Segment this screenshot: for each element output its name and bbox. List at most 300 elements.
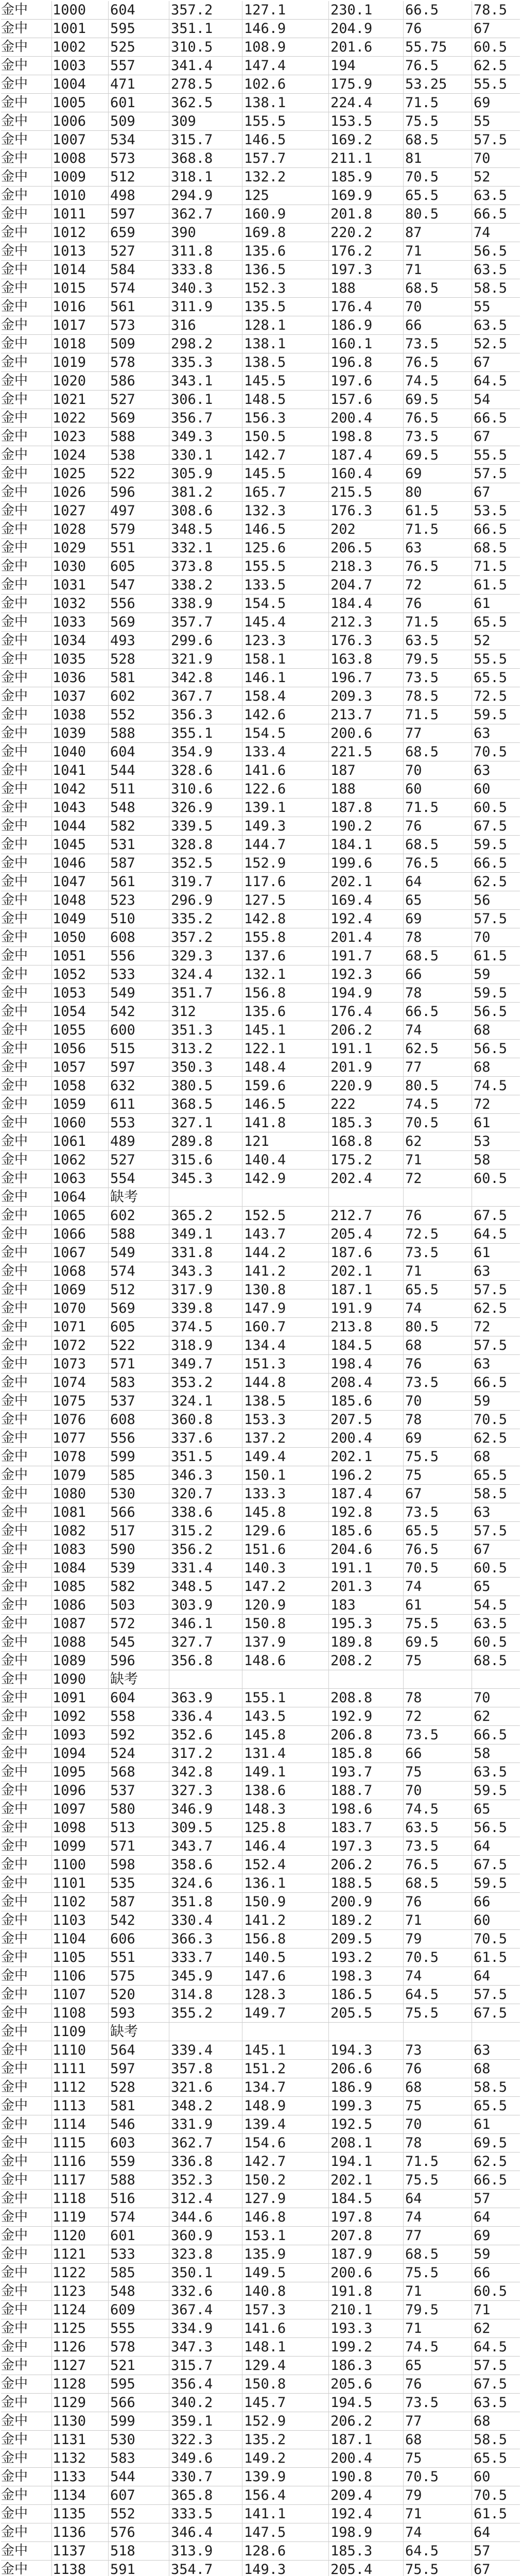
cell-c1: 557 xyxy=(110,58,135,74)
cell-c1: 556 xyxy=(110,948,135,964)
cell-c5: 76 xyxy=(405,2061,422,2077)
cell-c1: 551 xyxy=(110,540,135,556)
cell-c5: 68 xyxy=(405,2079,422,2095)
cell-c1: 576 xyxy=(110,2524,135,2540)
table-row xyxy=(1,1596,520,1615)
cell-c4: 184.5 xyxy=(330,2191,373,2207)
cell-c2: 346.1 xyxy=(171,1616,213,1632)
cell-c2: 335.2 xyxy=(171,911,213,927)
cell-c6: 67.5 xyxy=(474,1208,508,1224)
table-row xyxy=(1,2282,520,2301)
cell-c6: 67 xyxy=(474,354,491,370)
cell-school: 金中 xyxy=(1,1319,28,1334)
cell-c5: 65 xyxy=(405,2358,422,2374)
cell-c4: 198.9 xyxy=(330,2524,373,2540)
cell-school: 金中 xyxy=(1,2506,28,2521)
cell-school: 金中 xyxy=(1,2005,28,2021)
cell-c6: 70 xyxy=(474,150,491,166)
cell-school: 金中 xyxy=(1,2562,28,2576)
cell-c5: 70.5 xyxy=(405,1560,439,1576)
cell-c1: 575 xyxy=(110,1968,135,1984)
cell-c2: 310.6 xyxy=(171,781,213,797)
cell-c3: 143.5 xyxy=(244,1708,286,1724)
cell-c2: 321.6 xyxy=(171,2079,213,2095)
cell-c2: 338.2 xyxy=(171,577,213,593)
cell-c4: 187.4 xyxy=(330,1486,373,1502)
cell-c2: 331.4 xyxy=(171,1560,213,1576)
cell-c2: 320.7 xyxy=(171,1486,213,1502)
table-row xyxy=(1,2523,520,2542)
cell-c4: 194.9 xyxy=(330,985,373,1001)
cell-id: 1042 xyxy=(53,781,86,797)
table-row xyxy=(1,168,520,187)
table-row xyxy=(1,928,520,947)
cell-c6: 74.5 xyxy=(474,1078,508,1094)
cell-c5: 64.5 xyxy=(405,1987,439,2003)
cell-c1: 604 xyxy=(110,744,135,760)
cell-c4: 169.4 xyxy=(330,892,373,908)
cell-c3: 152.3 xyxy=(244,280,286,296)
cell-c6: 67 xyxy=(474,1541,491,1557)
cell-school: 金中 xyxy=(1,336,28,351)
table-row xyxy=(1,483,520,502)
cell-id: 1119 xyxy=(53,2209,86,2225)
table-row xyxy=(1,947,520,965)
cell-school: 金中 xyxy=(1,484,28,500)
cell-school: 金中 xyxy=(1,892,28,908)
cell-c1: 547 xyxy=(110,577,135,593)
cell-c2: 339.5 xyxy=(171,818,213,834)
table-row xyxy=(1,817,520,836)
table-row xyxy=(1,1040,520,1058)
cell-c1: 597 xyxy=(110,1059,135,1075)
cell-c5: 68 xyxy=(405,2432,422,2448)
cell-c6: 55.5 xyxy=(474,447,508,463)
cell-c6: 70.5 xyxy=(474,1412,508,1428)
cell-c6: 74 xyxy=(474,225,491,241)
cell-school: 金中 xyxy=(1,76,28,92)
cell-c5: 80.5 xyxy=(405,206,439,222)
cell-school: 金中 xyxy=(1,1133,28,1149)
cell-c5: 69 xyxy=(405,466,422,482)
cell-c4: 204.7 xyxy=(330,577,373,593)
cell-c4: 188.5 xyxy=(330,1875,373,1891)
cell-c6: 59.5 xyxy=(474,1875,508,1891)
cell-c6: 68.5 xyxy=(474,540,508,556)
cell-id: 1009 xyxy=(53,169,86,185)
cell-school: 金中 xyxy=(1,1764,28,1780)
table-row xyxy=(1,1874,520,1893)
cell-id: 1084 xyxy=(53,1560,86,1576)
cell-school: 金中 xyxy=(1,169,28,184)
table-row xyxy=(1,1930,520,1948)
cell-c5: 69.5 xyxy=(405,447,439,463)
cell-id: 1032 xyxy=(53,596,86,612)
cell-c3: 145.7 xyxy=(244,2395,286,2411)
cell-c3: 138.1 xyxy=(244,336,286,352)
cell-school: 金中 xyxy=(1,818,28,834)
cell-c3: 145.8 xyxy=(244,1727,286,1743)
cell-c4: 198.8 xyxy=(330,429,373,445)
cell-id: 1085 xyxy=(53,1579,86,1595)
cell-c1: 574 xyxy=(110,2209,135,2225)
cell-c4: 183 xyxy=(330,1597,356,1613)
cell-id: 1020 xyxy=(53,373,86,389)
cell-c3: 137.6 xyxy=(244,948,286,964)
table-row xyxy=(1,335,520,353)
cell-c1: 521 xyxy=(110,2358,135,2374)
cell-c5: 71 xyxy=(405,262,422,278)
cell-c2: 351.5 xyxy=(171,1449,213,1465)
cell-c3: 144.2 xyxy=(244,1245,286,1261)
cell-c2: 390 xyxy=(171,225,196,241)
cell-school: 金中 xyxy=(1,1226,28,1242)
table-row xyxy=(1,261,520,279)
table-row xyxy=(1,984,520,1003)
cell-c4: 184.1 xyxy=(330,837,373,853)
cell-c6: 65.5 xyxy=(474,1467,508,1483)
cell-c2 xyxy=(171,1670,243,1688)
cell-c1: 585 xyxy=(110,1467,135,1483)
cell-c3: 149.5 xyxy=(244,2265,286,2281)
cell-c4: 197.3 xyxy=(330,1838,373,1854)
cell-c5: 70 xyxy=(405,1393,422,1409)
cell-c5: 71.5 xyxy=(405,707,439,723)
cell-c1: 569 xyxy=(110,1300,135,1316)
cell-c3: 133.5 xyxy=(244,577,286,593)
cell-c2: 354.7 xyxy=(171,2562,213,2576)
cell-c6: 72 xyxy=(474,1096,491,1112)
cell-c3: 144.7 xyxy=(244,837,286,853)
table-row xyxy=(1,1095,520,1114)
cell-school: 金中 xyxy=(1,317,28,333)
cell-c1: 537 xyxy=(110,1393,135,1409)
table-row xyxy=(1,1689,520,1707)
cell-c1: 542 xyxy=(110,1912,135,1928)
table-row xyxy=(1,1318,520,1336)
cell-c4: 188 xyxy=(330,280,356,296)
cell-school: 金中 xyxy=(1,503,28,518)
cell-c1: 523 xyxy=(110,892,135,908)
cell-school: 金中 xyxy=(1,2395,28,2410)
cell-c3: 138.5 xyxy=(244,1393,286,1409)
cell-school: 金中 xyxy=(1,1152,28,1167)
cell-c4: 202.1 xyxy=(330,1263,373,1279)
cell-c3: 150.5 xyxy=(244,429,286,445)
cell-c6: 62 xyxy=(474,2320,491,2336)
cell-c5 xyxy=(405,1188,462,1206)
cell-id: 1055 xyxy=(53,1022,86,1038)
cell-c5: 66.5 xyxy=(405,2,439,18)
table-row xyxy=(1,1986,520,2004)
cell-id: 1007 xyxy=(53,132,86,148)
cell-c5: 74.5 xyxy=(405,1801,439,1817)
cell-school: 金中 xyxy=(1,2209,28,2225)
cell-id: 1129 xyxy=(53,2395,86,2411)
table-row xyxy=(1,1856,520,1874)
cell-c4: 208.2 xyxy=(330,1653,373,1669)
cell-c3: 143.7 xyxy=(244,1226,286,1242)
cell-c4: 220.2 xyxy=(330,225,373,241)
cell-c6: 60 xyxy=(474,781,491,797)
table-row xyxy=(1,2245,520,2264)
cell-c2: 356.8 xyxy=(171,1653,213,1669)
table-row xyxy=(1,2227,520,2245)
cell-c1: 574 xyxy=(110,1263,135,1279)
cell-id: 1138 xyxy=(53,2562,86,2576)
cell-c4: 202.4 xyxy=(330,1171,373,1187)
cell-c2: 311.9 xyxy=(171,299,213,315)
cell-c3: 128.6 xyxy=(244,2543,286,2559)
cell-c2: 350.3 xyxy=(171,1059,213,1075)
cell-id: 1056 xyxy=(53,1041,86,1057)
cell-c5: 76.5 xyxy=(405,558,439,574)
cell-c2: 374.5 xyxy=(171,1319,213,1335)
cell-c5: 73.5 xyxy=(405,336,439,352)
cell-c1: 602 xyxy=(110,688,135,704)
cell-school: 金中 xyxy=(1,373,28,388)
cell-c4: 202 xyxy=(330,521,356,537)
cell-c3: 142.7 xyxy=(244,447,286,463)
cell-id: 1111 xyxy=(53,2061,86,2077)
cell-c1: 缺考 xyxy=(110,1671,138,1687)
cell-c2: 341.4 xyxy=(171,58,213,74)
cell-c1: 608 xyxy=(110,1412,135,1428)
cell-school: 金中 xyxy=(1,262,28,277)
cell-c2: 324.4 xyxy=(171,967,213,982)
table-row xyxy=(1,2412,520,2431)
cell-id: 1078 xyxy=(53,1449,86,1465)
cell-c6: 63.5 xyxy=(474,2395,508,2411)
cell-school: 金中 xyxy=(1,1059,28,1075)
cell-c1: 509 xyxy=(110,113,135,129)
cell-c4: 206.6 xyxy=(330,2061,373,2077)
cell-school: 金中 xyxy=(1,2191,28,2206)
cell-c1: 556 xyxy=(110,596,135,612)
cell-c1: 606 xyxy=(110,1931,135,1947)
cell-c1: 531 xyxy=(110,837,135,853)
cell-c4: 176.3 xyxy=(330,503,373,519)
cell-c1: 600 xyxy=(110,1022,135,1038)
table-row xyxy=(1,613,520,632)
cell-c1: 608 xyxy=(110,929,135,945)
cell-school: 金中 xyxy=(1,188,28,203)
table-row xyxy=(1,1244,520,1262)
cell-c6: 61 xyxy=(474,1245,491,1261)
cell-c1: 509 xyxy=(110,336,135,352)
cell-c2: 330.7 xyxy=(171,2469,213,2485)
cell-c1: 598 xyxy=(110,1857,135,1873)
cell-school: 金中 xyxy=(1,225,28,240)
cell-id: 1040 xyxy=(53,744,86,760)
cell-c4: 191.7 xyxy=(330,948,373,964)
cell-school: 金中 xyxy=(1,948,28,963)
cell-c2: 330.1 xyxy=(171,447,213,463)
cell-id: 1062 xyxy=(53,1152,86,1168)
cell-c2: 347.3 xyxy=(171,2339,213,2355)
column-divider xyxy=(403,1,404,2576)
cell-c3: 133.3 xyxy=(244,1486,286,1502)
cell-c1: 缺考 xyxy=(110,2024,138,2040)
cell-c1: 659 xyxy=(110,225,135,241)
cell-school: 金中 xyxy=(1,707,28,722)
cell-c1: 512 xyxy=(110,1282,135,1298)
cell-c2: 319.7 xyxy=(171,874,213,890)
cell-c3: 148.9 xyxy=(244,2098,286,2114)
cell-c1: 579 xyxy=(110,521,135,537)
table-row xyxy=(1,2505,520,2523)
cell-c6: 55.5 xyxy=(474,651,508,667)
cell-c5: 75 xyxy=(405,2450,422,2466)
cell-school: 金中 xyxy=(1,1671,28,1687)
table-row xyxy=(1,1281,520,1299)
cell-c3: 129.4 xyxy=(244,2358,286,2374)
cell-c2: 321.9 xyxy=(171,651,213,667)
cell-c6: 58 xyxy=(474,1745,491,1761)
cell-c2: 333.8 xyxy=(171,262,213,278)
cell-c3: 152.9 xyxy=(244,855,286,871)
cell-school: 金中 xyxy=(1,837,28,852)
cell-id: 1045 xyxy=(53,837,86,853)
cell-school: 金中 xyxy=(1,911,28,926)
cell-c6: 59.5 xyxy=(474,985,508,1001)
cell-c1: 561 xyxy=(110,874,135,890)
cell-c3: 148.5 xyxy=(244,392,286,408)
cell-c3: 137.9 xyxy=(244,1634,286,1650)
cell-c5: 77 xyxy=(405,725,422,741)
cell-c2: 355.2 xyxy=(171,2005,213,2021)
cell-school: 金中 xyxy=(1,596,28,611)
cell-school: 金中 xyxy=(1,1541,28,1557)
table-row xyxy=(1,891,520,910)
cell-c6: 56.5 xyxy=(474,1820,508,1836)
cell-c6: 63 xyxy=(474,1504,491,1520)
table-row xyxy=(1,2468,520,2486)
cell-c2: 332.1 xyxy=(171,540,213,556)
cell-c6: 52 xyxy=(474,633,491,649)
cell-c6: 67.5 xyxy=(474,2376,508,2392)
cell-c1: 605 xyxy=(110,1319,135,1335)
cell-c4: 210.1 xyxy=(330,2302,373,2318)
cell-c2: 294.9 xyxy=(171,188,213,204)
cell-id: 1105 xyxy=(53,1950,86,1965)
cell-c1: 542 xyxy=(110,1004,135,1020)
cell-school: 金中 xyxy=(1,1115,28,1130)
table-row xyxy=(1,1114,520,1132)
cell-c3: 131.4 xyxy=(244,1745,286,1761)
cell-c6: 59.5 xyxy=(474,707,508,723)
cell-id: 1049 xyxy=(53,911,86,927)
table-row xyxy=(1,2004,520,2023)
cell-id: 1064 xyxy=(53,1189,86,1205)
cell-c1: 566 xyxy=(110,1504,135,1520)
cell-c5: 73.5 xyxy=(405,429,439,445)
cell-id: 1135 xyxy=(53,2506,86,2522)
cell-c1: 546 xyxy=(110,2116,135,2132)
cell-id: 1011 xyxy=(53,206,86,222)
cell-c6: 71.5 xyxy=(474,558,508,574)
cell-c3: 140.8 xyxy=(244,2283,286,2299)
cell-c4: 230.1 xyxy=(330,2,373,18)
cell-school: 金中 xyxy=(1,1579,28,1594)
cell-c4: 201.4 xyxy=(330,929,373,945)
cell-c2: 357.7 xyxy=(171,614,213,630)
cell-c3: 149.7 xyxy=(244,2005,286,2021)
cell-id: 1126 xyxy=(53,2339,86,2355)
cell-c5: 68.5 xyxy=(405,2246,439,2262)
cell-school: 金中 xyxy=(1,1857,28,1872)
cell-c1: 552 xyxy=(110,707,135,723)
cell-c5: 78 xyxy=(405,1412,422,1428)
cell-c2: 367.7 xyxy=(171,688,213,704)
cell-school: 金中 xyxy=(1,2543,28,2558)
cell-c2: 299.6 xyxy=(171,633,213,649)
cell-id: 1116 xyxy=(53,2154,86,2170)
cell-id: 1094 xyxy=(53,1745,86,1761)
cell-c1: 586 xyxy=(110,373,135,389)
cell-c2: 312 xyxy=(171,1004,196,1020)
table-row xyxy=(1,2301,520,2319)
cell-c4: 215.5 xyxy=(330,484,373,500)
table-row xyxy=(1,2542,520,2561)
cell-school: 金中 xyxy=(1,2265,28,2280)
table-row xyxy=(1,595,520,613)
cell-school: 金中 xyxy=(1,113,28,129)
cell-c3: 132.1 xyxy=(244,967,286,982)
cell-c3: 169.8 xyxy=(244,225,286,241)
cell-c5: 73 xyxy=(405,2042,422,2058)
cell-c1: 549 xyxy=(110,985,135,1001)
cell-c2: 365.2 xyxy=(171,1208,213,1224)
cell-school: 金中 xyxy=(1,540,28,555)
cell-id: 1005 xyxy=(53,95,86,111)
cell-c4: 192.4 xyxy=(330,2506,373,2522)
cell-c3: 156.3 xyxy=(244,410,286,426)
cell-c3: 146.5 xyxy=(244,521,286,537)
cell-c6: 56.5 xyxy=(474,243,508,259)
table-row xyxy=(1,1,520,20)
cell-c6: 66.5 xyxy=(474,1727,508,1743)
cell-c4: 187.6 xyxy=(330,1245,373,1261)
cell-c5: 71 xyxy=(405,1152,422,1168)
cell-c5: 74 xyxy=(405,1579,422,1595)
cell-c3: 117.6 xyxy=(244,874,286,890)
cell-school: 金中 xyxy=(1,1245,28,1260)
cell-c5: 76 xyxy=(405,1894,422,1910)
cell-id: 1075 xyxy=(53,1393,86,1409)
cell-c6: 61.5 xyxy=(474,948,508,964)
cell-id: 1132 xyxy=(53,2450,86,2466)
cell-school: 金中 xyxy=(1,1745,28,1761)
cell-c2: 367.4 xyxy=(171,2302,213,2318)
cell-id: 1099 xyxy=(53,1838,86,1854)
cell-id: 1017 xyxy=(53,317,86,333)
cell-c4: 206.5 xyxy=(330,540,373,556)
table-row xyxy=(1,1336,520,1355)
cell-school: 金中 xyxy=(1,800,28,815)
table-row xyxy=(1,2208,520,2227)
cell-school: 金中 xyxy=(1,2524,28,2540)
table-row xyxy=(1,632,520,650)
cell-c4: 189.2 xyxy=(330,1912,373,1928)
cell-c6: 57.5 xyxy=(474,1282,508,1298)
cell-c1: 530 xyxy=(110,1486,135,1502)
cell-c6: 64 xyxy=(474,1968,491,1984)
cell-c4: 200.9 xyxy=(330,1894,373,1910)
cell-id: 1044 xyxy=(53,818,86,834)
cell-c1: 587 xyxy=(110,1894,135,1910)
cell-id: 1095 xyxy=(53,1764,86,1780)
